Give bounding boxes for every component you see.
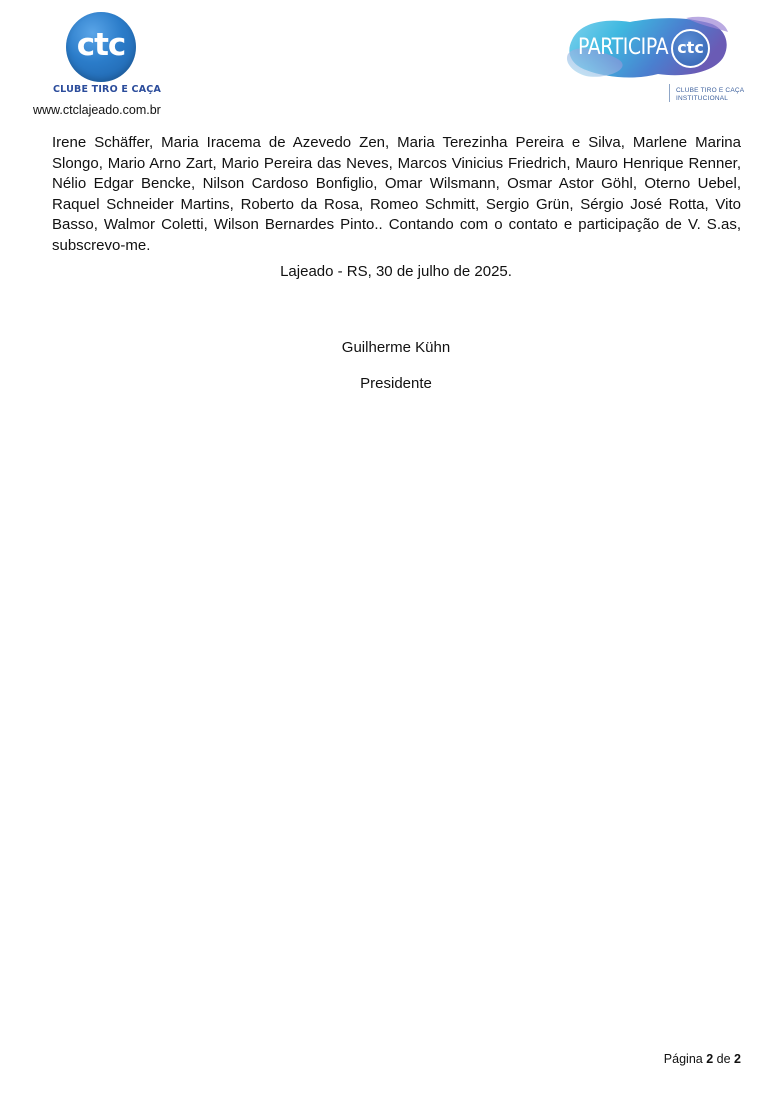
page-total: 2 (734, 1052, 741, 1066)
page-separator: de (716, 1052, 731, 1066)
page-number (664, 1051, 741, 1067)
ctc-logo-circle (66, 12, 136, 82)
body-paragraph: Irene Schäffer, Maria Iracema de Azevedo Zen, Maria Terezinha Pereira e Silva, Marlene Marina Slongo, Mario Arno Zart, Mario Pereira das Neves, Marcos Vinicius Friedrich, Mauro Henrique Renner, Nélio Edgar Bencke, Nilson Cardoso Bonfiglio, Omar Wilsmann, Osmar Astor Göhl, Oterno Uebel, Raquel Schneider Martins, Roberto da Rosa, Romeo Schmitt, Sergio Grün, Sérgio José Rotta, Vito Basso, Walmor Coletti, Wilson Bernardes Pinto.. Contando com o contato e participação de V. S.as, subscrevo-me. (52, 134, 741, 254)
right-logo-subtitle-2: INSTITUCIONAL (676, 95, 729, 102)
page-current: 2 (706, 1052, 714, 1066)
right-logo (566, 14, 745, 106)
logo-divider (669, 84, 670, 102)
ctc-logo-mark: ctc (76, 27, 126, 63)
place-date: Lajeado - RS, 30 de julho de 2025. (280, 263, 512, 280)
signer-name: Guilherme Kühn (341, 339, 451, 356)
page-label: Página (663, 1052, 703, 1066)
participa-wordmark: PARTICIPA (578, 35, 669, 60)
right-logo-subtitle-1: CLUBE TIRO E CAÇA (676, 87, 745, 94)
left-logo (32, 10, 172, 118)
ctc-mini-logo-circle (671, 29, 710, 68)
ctc-mini-logo-mark: ctc (677, 38, 704, 57)
signer-role: Presidente (360, 375, 432, 392)
ctc-logo-subtitle: CLUBE TIRO E CAÇA (53, 84, 161, 95)
website-url: www.ctclajeado.com.br (33, 103, 161, 117)
